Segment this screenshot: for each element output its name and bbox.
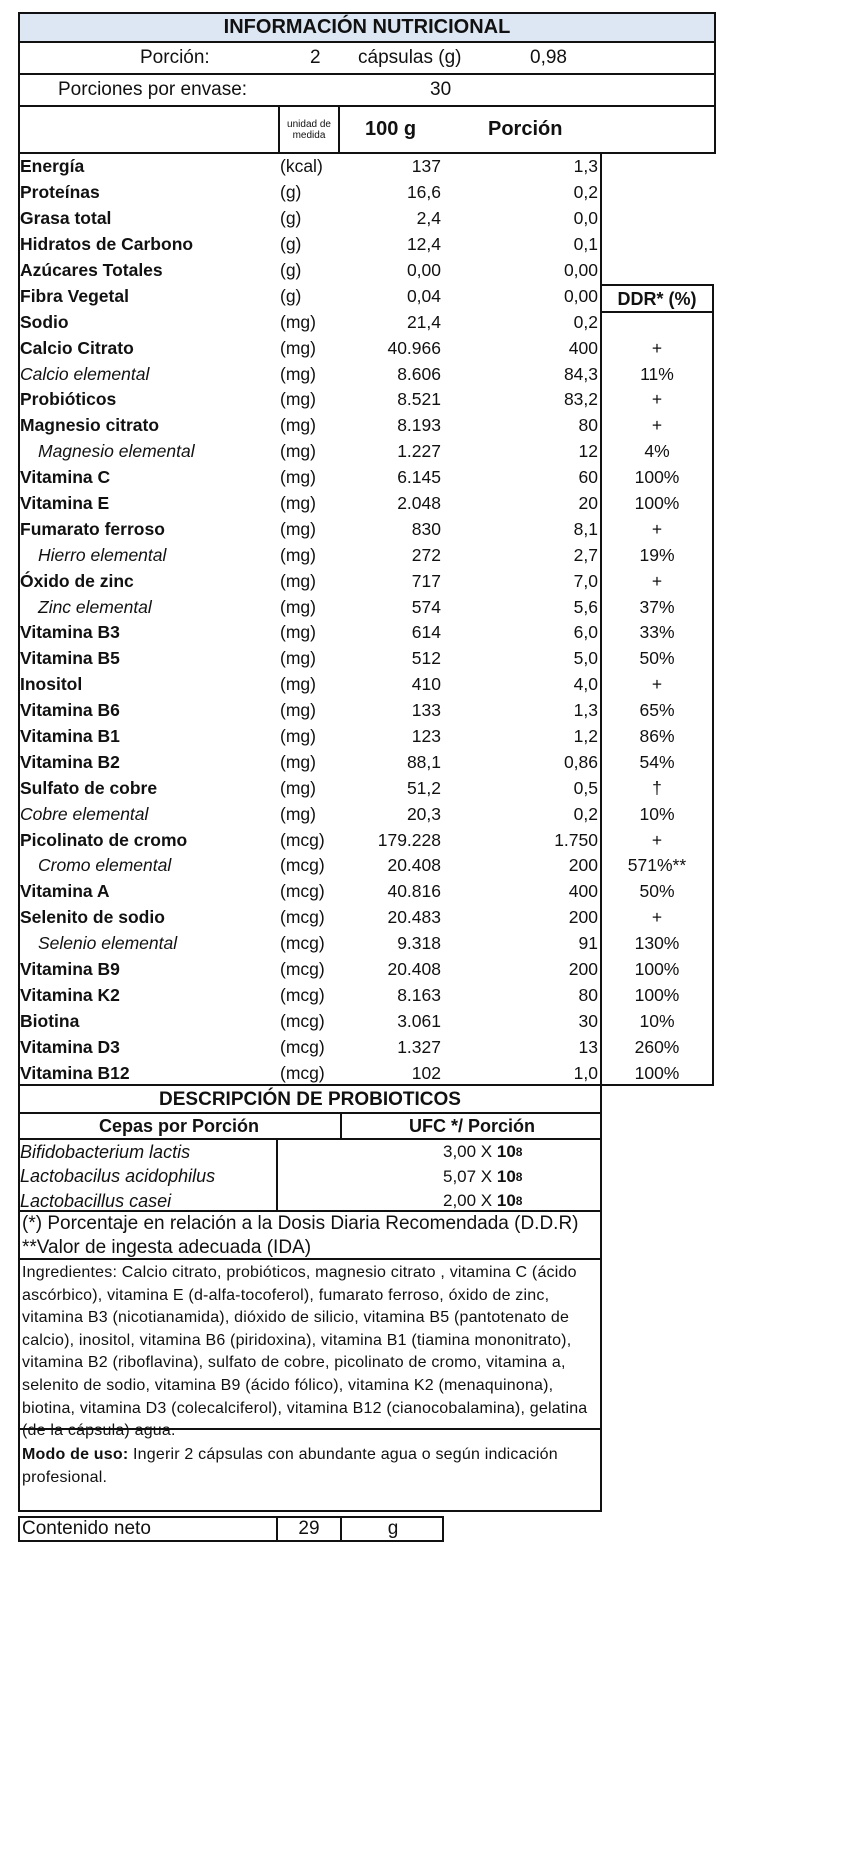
servings-value: 30: [430, 79, 452, 100]
nutrient-unit: (mg): [280, 803, 316, 824]
net-content-value: 29: [298, 1518, 320, 1539]
strain-ufc-base: 10: [496, 1166, 516, 1186]
nutrient-per-portion: 0,00: [563, 285, 598, 306]
strain-ufc: [443, 1140, 522, 1165]
servings-label: Porciones por envase:: [58, 79, 248, 100]
nutrient-ddr: 54%: [639, 751, 675, 772]
nutrient-name: Sulfato de cobre: [20, 777, 158, 798]
nutrient-unit: (mg): [280, 700, 316, 721]
nutrient-per100g: 6.145: [397, 467, 441, 488]
nutrient-ddr: 571%**: [627, 855, 687, 876]
nutrient-ddr: [602, 309, 712, 335]
net-content-label: Contenido neto: [22, 1518, 151, 1539]
nutrient-ddr: [602, 206, 712, 232]
nutrient-name: Vitamina K2: [20, 984, 120, 1005]
nutrient-unit: (g): [280, 182, 302, 203]
nutrient-name: Vitamina B9: [20, 959, 120, 980]
nutrient-ddr: [602, 283, 712, 309]
nutrient-row: [18, 620, 716, 646]
nutrient-unit: (mcg): [280, 855, 325, 876]
nutrient-row: [18, 568, 716, 594]
nutrient-per100g: 8.521: [397, 389, 441, 410]
nutrient-name: Hidratos de Carbono: [20, 234, 194, 255]
nutrient-unit: (g): [280, 208, 302, 229]
nutrient-ddr: [602, 258, 712, 284]
nutrient-unit: (mg): [280, 311, 316, 332]
nutrient-unit: (mg): [280, 648, 316, 669]
nutrient-per-portion: 6,0: [573, 622, 598, 643]
nutrient-unit: (mg): [280, 544, 316, 565]
nutrient-ddr: 37%: [639, 596, 675, 617]
nutrient-per-portion: 80: [578, 984, 598, 1005]
nutrient-name: Energía: [20, 156, 85, 177]
usage-label: Modo de uso:: [22, 1446, 129, 1463]
nutrient-row: [18, 827, 716, 853]
nutrient-unit: (mg): [280, 570, 316, 591]
nutrient-per100g: 179.228: [377, 829, 441, 850]
nutrient-name: Calcio elemental: [20, 363, 150, 384]
nutrient-name: Cromo elemental: [38, 855, 172, 876]
nutrient-name: Magnesio citrato: [20, 415, 160, 436]
portion-weight: 0,98: [530, 47, 567, 68]
nutrient-unit: (mg): [280, 337, 316, 358]
nutrient-per-portion: 20: [578, 493, 598, 514]
nutrient-name: Óxido de zinc: [20, 570, 134, 591]
label-title: INFORMACIÓN NUTRICIONAL: [18, 12, 716, 43]
nutrient-name: Inositol: [20, 674, 83, 695]
nutrient-unit: (mcg): [280, 1062, 325, 1083]
nutrient-per100g: 20.408: [387, 855, 441, 876]
nutrient-per-portion: 1,3: [573, 156, 598, 177]
nutrient-ddr: +: [651, 415, 663, 436]
nutrient-per-portion: 13: [578, 1036, 598, 1057]
strain-name: Bifidobacterium lactis: [20, 1141, 191, 1162]
usage-body: Ingerir 2 cápsulas con abundante agua o según indicación profesional.: [22, 1446, 558, 1486]
nutrient-name: Picolinato de cromo: [20, 829, 188, 850]
nutrient-name: Vitamina B1: [20, 726, 120, 747]
nutrient-row: [18, 698, 716, 724]
nutrient-row: [18, 1034, 716, 1060]
nutrient-per100g: 8.163: [397, 984, 441, 1005]
nutrient-per-portion: 7,0: [573, 570, 598, 591]
ufc-column-header: UFC */ Porción: [408, 1115, 535, 1136]
nutrient-per-portion: 5,6: [573, 596, 598, 617]
col-100g-header: 100 g: [365, 118, 417, 140]
nutrient-unit: (kcal): [280, 156, 323, 177]
nutrient-unit: (mcg): [280, 959, 325, 980]
nutrient-name: Vitamina B12: [20, 1062, 130, 1083]
nutrient-unit: (mg): [280, 674, 316, 695]
nutrient-per100g: 123: [411, 726, 441, 747]
nutrient-ddr: +: [651, 518, 663, 539]
nutrient-name: Vitamina D3: [20, 1036, 120, 1057]
nutrient-row: [18, 1060, 716, 1086]
nutrient-per-portion: 5,0: [573, 648, 598, 669]
strain-ufc-coefficient: 5,07 X: [443, 1166, 497, 1186]
nutrient-name: Fumarato ferroso: [20, 518, 165, 539]
nutrient-ddr: 100%: [634, 1062, 680, 1083]
nutrient-row: [18, 905, 716, 931]
nutrient-per-portion: 4,0: [573, 674, 598, 695]
net-content-unit: g: [387, 1518, 399, 1539]
nutrient-row: [18, 749, 716, 775]
nutrient-row: [18, 180, 716, 206]
nutrient-ddr: 10%: [639, 803, 675, 824]
nutrient-unit: (g): [280, 260, 302, 280]
nutrient-row: [18, 724, 716, 750]
nutrient-ddr: †: [652, 777, 662, 798]
nutrient-per100g: 0,00: [406, 260, 441, 280]
nutrient-ddr: +: [651, 337, 663, 358]
nutrient-name: Vitamina B6: [20, 700, 120, 721]
nutrient-row: [18, 1008, 716, 1034]
nutrient-per100g: 21,4: [406, 311, 441, 332]
nutrient-ddr: +: [651, 389, 663, 410]
nutrient-ddr: [602, 180, 712, 206]
nutrient-name: Azúcares Totales: [20, 260, 163, 280]
nutrient-name: Vitamina B2: [20, 751, 120, 772]
nutrient-per-portion: 0,2: [573, 311, 598, 332]
nutrient-ddr: 33%: [639, 622, 675, 643]
nutrient-unit: (mg): [280, 467, 316, 488]
nutrient-row: [18, 594, 716, 620]
nutrient-name: Vitamina B5: [20, 648, 120, 669]
strain-row: [18, 1165, 602, 1190]
strain-ufc-base: 10: [496, 1142, 516, 1162]
nutrient-per-portion: 1.750: [554, 829, 598, 850]
nutrient-unit: (g): [280, 285, 302, 306]
nutrient-per-portion: 80: [578, 415, 598, 436]
nutrient-rows: [18, 154, 716, 1086]
nutrient-per100g: 614: [411, 622, 441, 643]
nutrient-per100g: 20.408: [387, 959, 441, 980]
nutrient-per-portion: 60: [578, 467, 598, 488]
nutrient-name: Proteínas: [20, 182, 100, 203]
nutrient-ddr: +: [651, 907, 663, 928]
ingredients-text: Ingredientes: Calcio citrato, probióticos, magnesio citrato , vitamina C (ácido ascórbico), vitamina E (d-alfa-tocoferol), fumarato ferroso, óxido de zinc, vitamina B3 (nicotianamida), dióxido de silicio, vitamina B5 (pantotenato de calcio), inositol, vitamina B6 (piridoxina), vitamina B1 (tiamina mononitrato), vitamina B2 (riboflavina), sulfato de cobre, picolinato de cromo, vitamina a, selenito de sodio, vitamina B9 (ácido fólico), vitamina K2 (menaquinona), biotina, vitamina D3 (colecalciferol), vitamina B12 (cianocobalamina), gelatina (de la cápsula) agua.: [22, 1264, 588, 1440]
nutrient-row: [18, 801, 716, 827]
nutrient-unit: (mcg): [280, 907, 325, 928]
nutrient-row: [18, 672, 716, 698]
nutrient-name: Vitamina E: [20, 493, 110, 514]
nutrient-ddr: 260%: [634, 1036, 680, 1057]
nutrient-per100g: 2.048: [397, 493, 441, 514]
nutrient-unit: (mg): [280, 751, 316, 772]
nutrient-per-portion: 200: [568, 959, 598, 980]
nutrient-name: Calcio Citrato: [20, 337, 134, 358]
nutrient-name: Selenio elemental: [38, 933, 178, 954]
nutrient-per100g: 8.606: [397, 363, 441, 384]
nutrient-ddr: 11%: [640, 363, 674, 384]
nutrient-per-portion: 1,2: [573, 726, 598, 747]
nutrient-ddr: 100%: [634, 959, 680, 980]
nutrient-per-portion: 0,2: [573, 182, 598, 203]
nutrient-per100g: 830: [411, 518, 441, 539]
nutrient-per-portion: 200: [568, 907, 598, 928]
nutrient-per100g: 40.816: [387, 881, 441, 902]
nutrient-per100g: 20.483: [387, 907, 441, 928]
nutrient-name: Biotina: [20, 1010, 80, 1031]
nutrient-per100g: 1.227: [397, 441, 441, 462]
strain-ufc-coefficient: 2,00 X: [443, 1191, 497, 1211]
nutrient-per100g: 8.193: [397, 415, 441, 436]
strain-ufc-exponent: 8: [515, 1145, 523, 1160]
strains-column-header: Cepas por Porción: [98, 1115, 260, 1136]
strain-ufc: [443, 1165, 522, 1190]
nutrient-row: [18, 309, 716, 335]
nutrient-row: [18, 853, 716, 879]
nutrient-unit: (mg): [280, 518, 316, 539]
nutrient-per100g: 3.061: [397, 1010, 441, 1031]
nutrient-per100g: 717: [411, 570, 441, 591]
nutrient-ddr: [602, 232, 712, 258]
strain-ufc-coefficient: 3,00 X: [443, 1142, 497, 1162]
nutrient-ddr: +: [651, 570, 663, 591]
nutrient-row: [18, 957, 716, 983]
nutrient-name: Zinc elemental: [38, 596, 152, 617]
nutrient-row: [18, 283, 716, 309]
nutrient-row: [18, 516, 716, 542]
strain-ufc-base: 10: [496, 1191, 516, 1211]
nutrient-per100g: 272: [411, 544, 441, 565]
nutrient-per100g: 410: [411, 674, 441, 695]
nutrient-ddr: 65%: [639, 700, 675, 721]
nutrient-name: Vitamina A: [20, 881, 110, 902]
nutrient-per100g: 88,1: [406, 751, 441, 772]
nutrient-row: [18, 232, 716, 258]
strain-name: Lactobacillus casei: [20, 1190, 172, 1211]
nutrient-row: [18, 491, 716, 517]
nutrient-per-portion: 0,2: [573, 803, 598, 824]
nutrient-ddr: 100%: [634, 984, 680, 1005]
nutrient-ddr: 19%: [639, 544, 675, 565]
nutrient-per100g: 20,3: [406, 803, 441, 824]
strain-row: [18, 1140, 602, 1165]
nutrient-per-portion: 8,1: [573, 518, 598, 539]
nutrient-unit: (mg): [280, 363, 316, 384]
nutrient-unit: (mcg): [280, 1010, 325, 1031]
nutrient-row: [18, 983, 716, 1009]
nutrient-per-portion: 200: [568, 855, 598, 876]
nutrient-name: Fibra Vegetal: [20, 285, 129, 306]
nutrient-per100g: 574: [411, 596, 441, 617]
nutrient-name: Magnesio elemental: [38, 441, 195, 462]
nutrient-per100g: 1.327: [397, 1036, 441, 1057]
nutrient-row: [18, 439, 716, 465]
nutrient-per-portion: 1,0: [573, 1062, 598, 1083]
strain-rows: [18, 1140, 602, 1214]
nutrient-per-portion: 12: [578, 441, 598, 462]
nutrient-per100g: 9.318: [397, 933, 441, 954]
nutrient-row: [18, 465, 716, 491]
nutrient-row: [18, 879, 716, 905]
nutrient-per100g: 512: [411, 648, 441, 669]
nutrient-unit: (mg): [280, 415, 316, 436]
strain-ufc-exponent: 8: [515, 1169, 523, 1184]
nutrient-unit: (mg): [280, 622, 316, 643]
ida-note: **Valor de ingesta adecuada (IDA): [22, 1236, 312, 1258]
nutrient-per-portion: 2,7: [573, 544, 598, 565]
servings-row: [20, 75, 714, 105]
nutrient-name: Probióticos: [20, 389, 117, 410]
nutrient-per100g: 51,2: [406, 777, 441, 798]
nutrient-per100g: 0,04: [406, 285, 441, 306]
nutrient-unit: (mg): [280, 777, 316, 798]
unit-column-header: unidad de medida: [287, 118, 331, 141]
usage-text: [22, 1444, 596, 1489]
nutrient-row: [18, 413, 716, 439]
nutrient-unit: (mg): [280, 596, 316, 617]
nutrient-unit: (mcg): [280, 984, 325, 1005]
nutrient-per-portion: 0,0: [573, 208, 598, 229]
nutrient-per100g: 133: [411, 700, 441, 721]
nutrient-per100g: 2,4: [416, 208, 441, 229]
nutrient-row: [18, 335, 716, 361]
nutrient-per100g: 40.966: [387, 337, 441, 358]
nutrient-per-portion: 84,3: [563, 363, 598, 384]
strain-ufc-exponent: 8: [515, 1194, 523, 1209]
column-header-row: [20, 107, 714, 152]
nutrient-name: Vitamina C: [20, 467, 111, 488]
serving-info-box: [18, 43, 716, 154]
nutrient-ddr: 50%: [639, 648, 675, 669]
portion-row: [20, 43, 714, 73]
nutrient-unit: (mcg): [280, 933, 325, 954]
nutrient-per-portion: 30: [578, 1010, 598, 1031]
nutrient-unit: (mg): [280, 389, 316, 410]
nutrient-ddr: 4%: [644, 441, 670, 462]
nutrient-per100g: 137: [411, 156, 441, 177]
nutrient-row: [18, 775, 716, 801]
portion-label: Porción:: [140, 47, 210, 68]
nutrient-unit: (g): [280, 234, 302, 255]
nutrient-per-portion: 91: [578, 933, 598, 954]
nutrient-per-portion: 0,86: [563, 751, 598, 772]
ddr-header: DDR* (%): [617, 288, 697, 309]
nutrient-name: Grasa total: [20, 208, 112, 229]
nutrient-row: [18, 206, 716, 232]
nutrient-per-portion: 1,3: [573, 700, 598, 721]
nutrient-name: Vitamina B3: [20, 622, 120, 643]
nutrient-ddr: 10%: [639, 1010, 675, 1031]
nutrient-row: [18, 931, 716, 957]
nutrient-row: [18, 542, 716, 568]
nutrient-unit: (mcg): [280, 829, 325, 850]
nutrient-ddr: 50%: [639, 881, 675, 902]
nutrient-name: Sodio: [20, 311, 69, 332]
nutrient-name: Hierro elemental: [38, 544, 167, 565]
nutrient-per100g: 16,6: [406, 182, 441, 203]
nutrient-ddr: +: [651, 674, 663, 695]
nutrient-per-portion: 83,2: [563, 389, 598, 410]
nutrient-ddr: 100%: [634, 467, 680, 488]
nutrient-ddr: 100%: [634, 493, 680, 514]
nutrient-per-portion: 0,1: [573, 234, 598, 255]
nutrient-name: Cobre elemental: [20, 803, 149, 824]
nutrient-row: [18, 258, 716, 284]
nutrient-ddr: 130%: [634, 933, 680, 954]
probiotics-title: DESCRIPCIÓN DE PROBIOTICOS: [159, 1089, 461, 1110]
nutrient-unit: (mcg): [280, 881, 325, 902]
nutrient-per100g: 102: [411, 1062, 441, 1083]
nutrient-unit: (mg): [280, 441, 316, 462]
nutrient-per-portion: 400: [568, 337, 598, 358]
nutrient-per-portion: 0,5: [573, 777, 598, 798]
nutrient-ddr: [602, 154, 712, 180]
nutrient-row: [18, 646, 716, 672]
nutrient-per-portion: 0,00: [563, 260, 598, 280]
nutrient-row: [18, 361, 716, 387]
nutrient-per-portion: 400: [568, 881, 598, 902]
nutrient-name: Selenito de sodio: [20, 907, 165, 928]
portion-unit: cápsulas (g): [358, 47, 462, 68]
nutrient-per100g: 12,4: [406, 234, 441, 255]
col-portion-header: Porción: [488, 118, 563, 140]
nutrient-unit: (mcg): [280, 1036, 325, 1057]
nutrient-row: [18, 154, 716, 180]
strain-name: Lactobacilus acidophilus: [20, 1166, 216, 1187]
ddr-note: (*) Porcentaje en relación a la Dosis Diaria Recomendada (D.D.R): [22, 1212, 579, 1234]
nutrient-ddr: +: [651, 829, 663, 850]
nutrient-unit: (mg): [280, 493, 316, 514]
portion-qty: 2: [310, 47, 321, 68]
nutrient-row: [18, 387, 716, 413]
nutrient-ddr: 86%: [639, 726, 675, 747]
nutrient-unit: (mg): [280, 726, 316, 747]
